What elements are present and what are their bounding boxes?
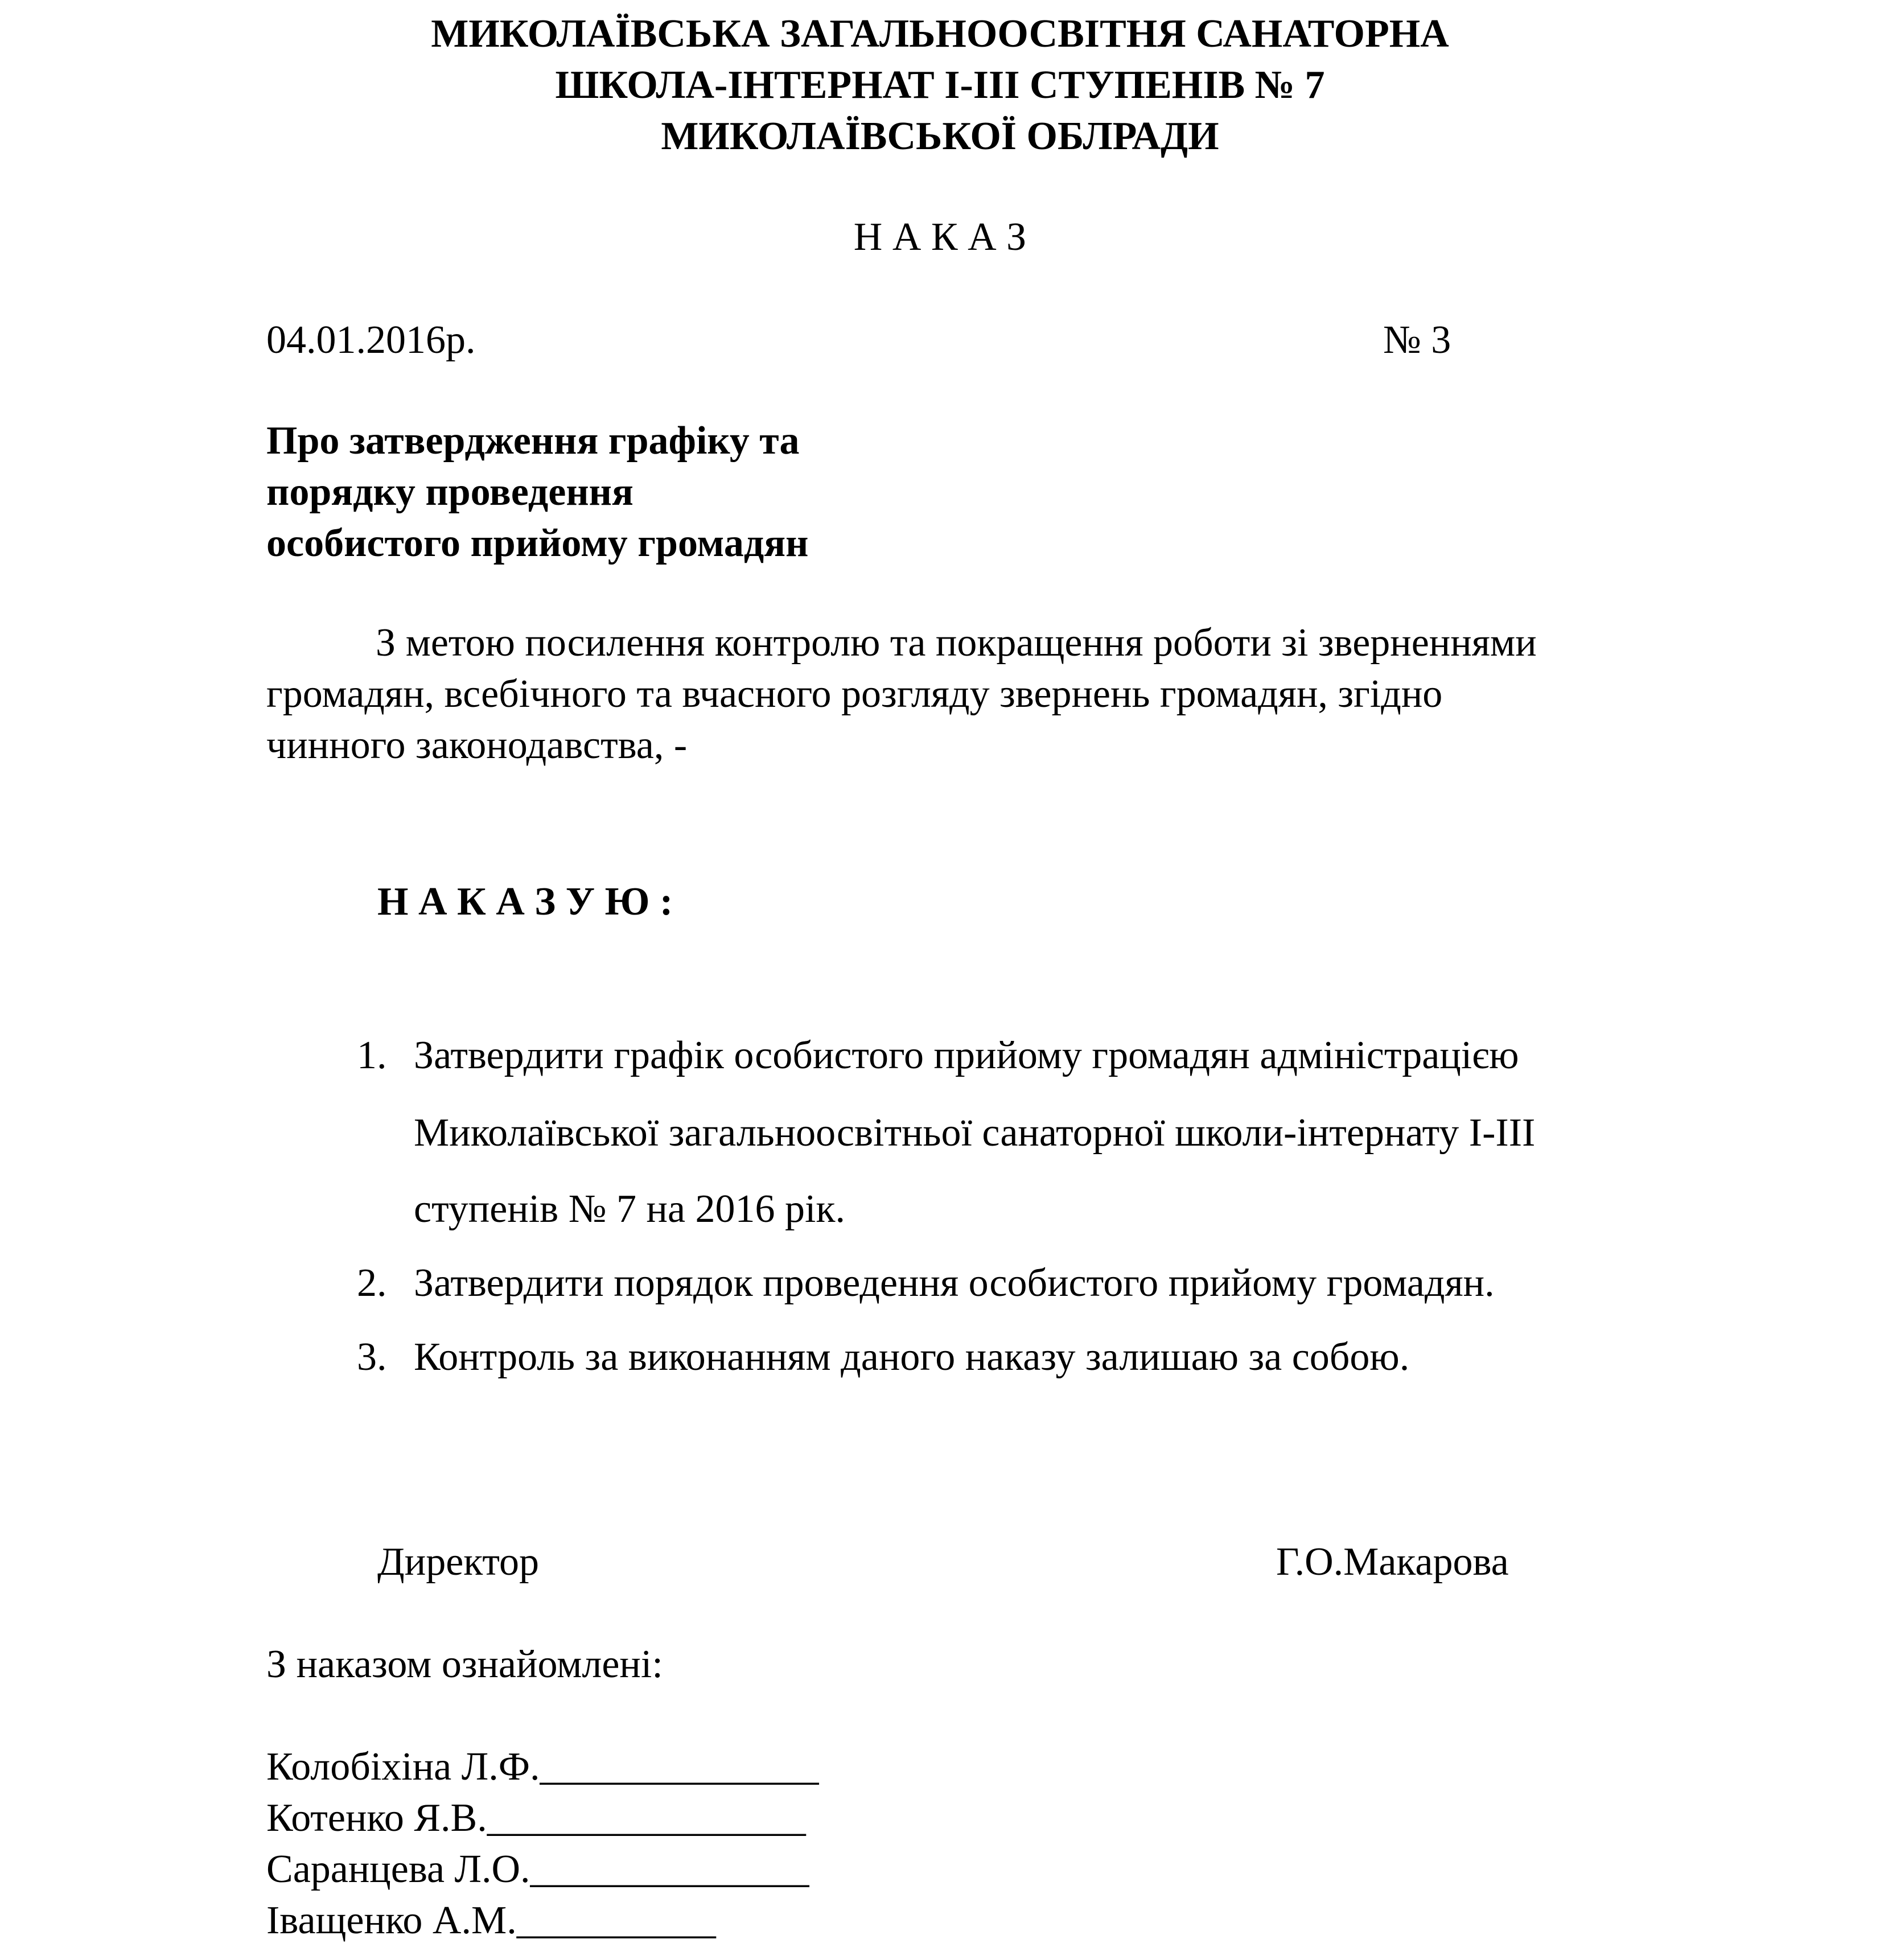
order-heading: Н А К А З У Ю : [377, 880, 673, 924]
item-3-number: 3. [357, 1335, 387, 1379]
item-2-line-1: Затвердити порядок проведення особистого прийому громадян. [414, 1261, 1495, 1305]
item-1-line-2: Миколаївської загальноосвітньої санаторної школи-інтернату І-ІІІ [414, 1111, 1536, 1155]
org-name-line-1: МИКОЛАЇВСЬКА ЗАГАЛЬНООСВІТНЯ САНАТОРНА [431, 12, 1449, 56]
acknowledgement-person-1: Колобіхіна Л.Ф.______________ [266, 1745, 819, 1789]
org-name-line-2: ШКОЛА-ІНТЕРНАТ І-ІІІ СТУПЕНІВ № 7 [555, 63, 1325, 107]
signature-name: Г.О.Макарова [1276, 1540, 1509, 1584]
document-number: № 3 [1383, 318, 1451, 362]
preamble-line-1: З метою посилення контролю та покращення роботи зі зверненнями [376, 621, 1537, 665]
acknowledgement-person-4: Іващенко А.М.__________ [266, 1899, 716, 1942]
item-1-line-3: ступенів № 7 на 2016 рік. [414, 1187, 846, 1231]
org-name-line-3: МИКОЛАЇВСЬКОЇ ОБЛРАДИ [661, 114, 1219, 158]
item-3-line-1: Контроль за виконанням даного наказу залишаю за собою. [414, 1335, 1410, 1379]
acknowledgement-person-3: Саранцева Л.О.______________ [266, 1847, 809, 1891]
document-date: 04.01.2016р. [266, 318, 476, 362]
signature-position: Директор [377, 1540, 540, 1584]
item-1-line-1: Затвердити графік особистого прийому громадян адміністрацією [414, 1033, 1519, 1077]
subject-line-2: порядку проведення [266, 470, 633, 514]
preamble-line-3: чинного законодавства, - [266, 723, 688, 767]
item-2-number: 2. [357, 1261, 387, 1305]
acknowledgement-person-2: Котенко Я.В.________________ [266, 1796, 806, 1840]
subject-line-1: Про затвердження графіку та [266, 419, 800, 463]
item-1-number: 1. [357, 1033, 387, 1077]
acknowledgement-heading: З наказом ознайомлені: [266, 1642, 663, 1686]
subject-line-3: особистого прийому громадян [266, 521, 809, 565]
document-title: Н А К А З [853, 215, 1027, 259]
preamble-line-2: громадян, всебічного та вчасного розгляду звернень громадян, згідно [266, 672, 1443, 716]
